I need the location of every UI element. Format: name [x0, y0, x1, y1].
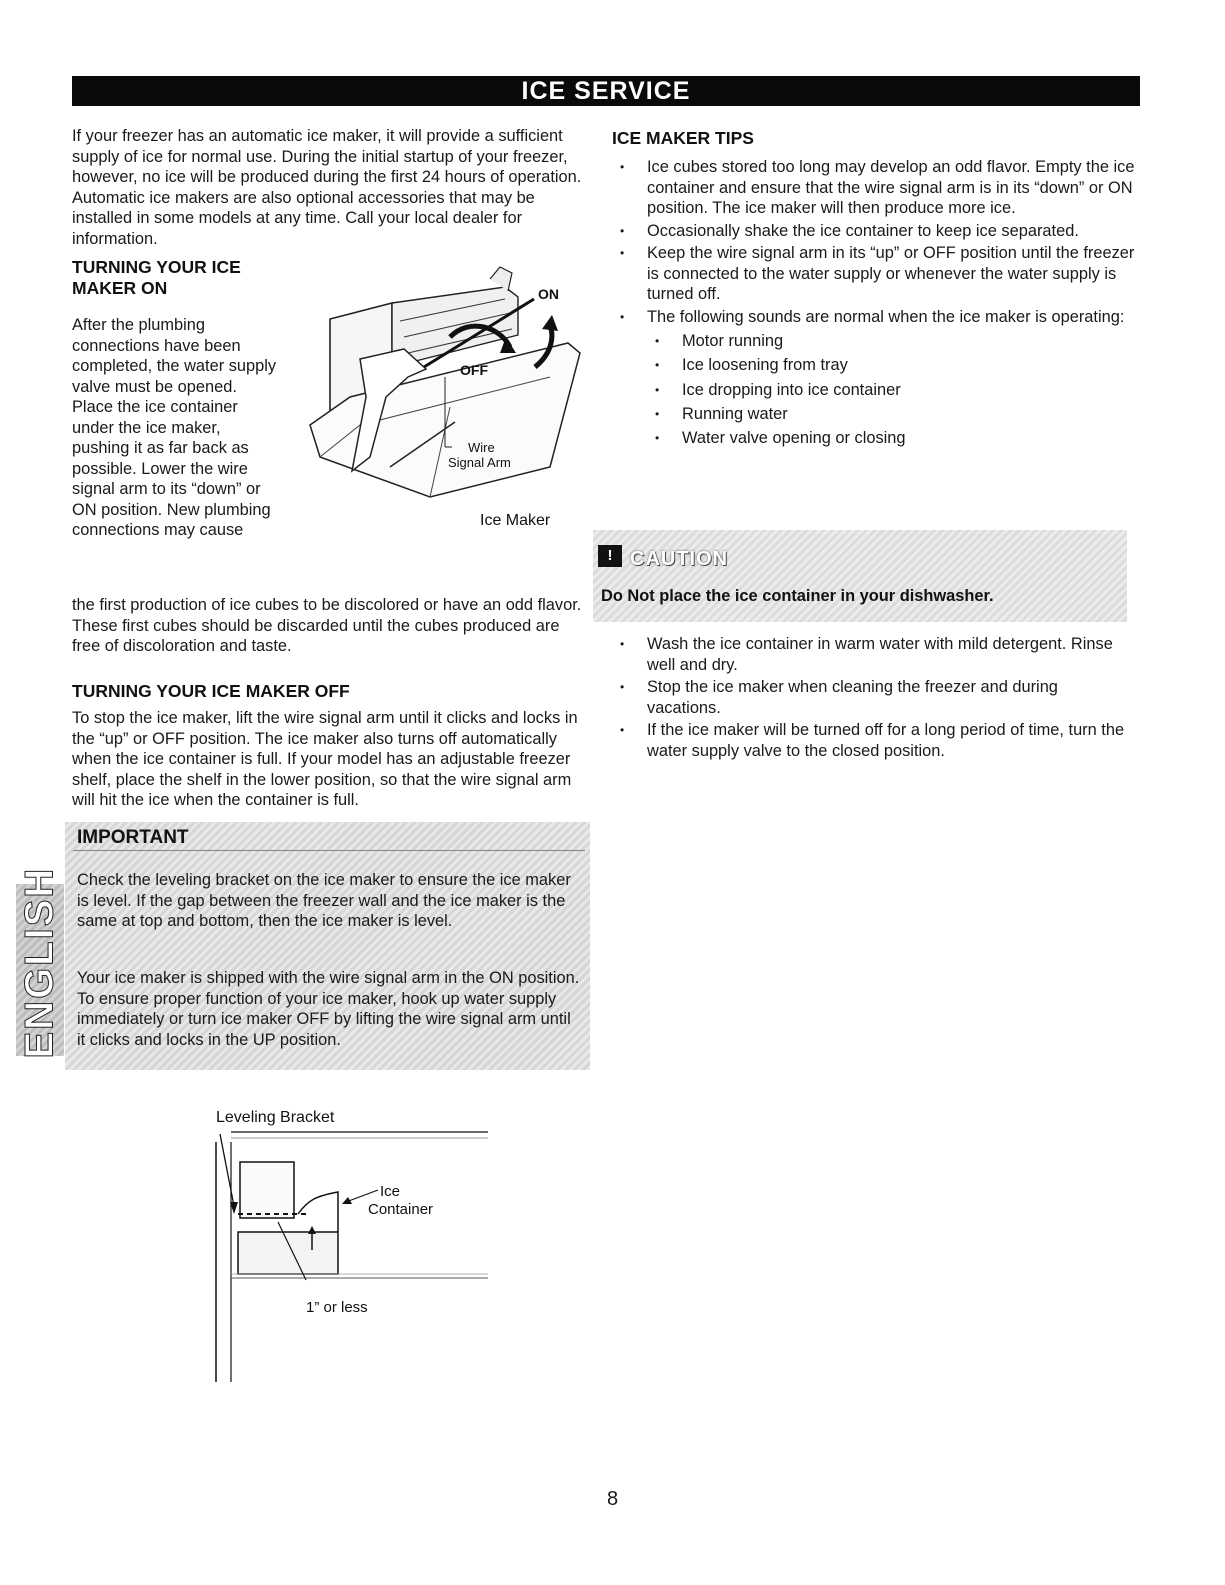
turning-on-text-continued: the first production of ice cubes to be discolored or have an odd flavor. These first cubes should be discarded until the cubes produced are free of discoloration and taste. — [72, 596, 582, 655]
leveling-bracket-diagram — [198, 1102, 488, 1382]
list-item: • Running water — [655, 404, 788, 423]
language-side-tab — [16, 866, 64, 1059]
turning-off-text: To stop the ice maker, lift the wire signal arm until it clicks and locks in the “up” or OFF position. The ice maker also turns off automatically when the ice container is full. If your model has an adjustable freezer shelf, place the shelf in the lower position, so that the wire signal arm will hit the ice when the container is full. — [72, 709, 578, 809]
list-item: • The following sounds are normal when the ice maker is operating: • Motor running • Ice loosening from tray • Ice dropping into ice container • Running water • Water valve opening or closing — [612, 307, 1142, 451]
turning-off-heading: TURNING YOUR ICE MAKER OFF — [72, 681, 350, 701]
label-wire: Wire — [468, 440, 495, 455]
list-item: • Ice dropping into ice container — [655, 380, 901, 399]
turning-on-heading: TURNING YOUR ICE MAKER ON — [72, 257, 241, 298]
care-list — [612, 634, 1132, 761]
label-signal-arm: Signal Arm — [448, 455, 511, 470]
caution-text: Do Not place the ice container in your dishwasher. — [601, 587, 994, 605]
list-item: • Ice cubes stored too long may develop an odd flavor. Empty the ice container and ensure that the wire signal arm is in its “down” or ON position. The ice maker will then produce more ice. — [620, 158, 1135, 217]
caution-box — [593, 530, 1127, 622]
label-on: ON — [538, 286, 559, 302]
label-ice-maker: Ice Maker — [480, 512, 551, 529]
label-off: OFF — [460, 362, 488, 378]
section-header-bar — [72, 76, 1140, 106]
list-item: • Wash the ice container in warm water with mild detergent. Rinse well and dry. — [620, 635, 1113, 674]
list-item: • Water valve opening or closing — [655, 429, 906, 448]
list-item: • Ice loosening from tray — [655, 356, 848, 375]
left-column — [72, 126, 592, 811]
right-column — [612, 128, 1142, 452]
important-paragraph-1: Check the leveling bracket on the ice maker to ensure the ice maker is level. If the gap between the freezer wall and the ice maker is the same at top and bottom, then the ice maker is level. — [77, 871, 571, 930]
caution-title: CAUTION — [630, 548, 729, 570]
intro-paragraph: If your freezer has an automatic ice maker, it will provide a sufficient supply of ice for normal use. During the initial startup of your freezer, however, no ice will be produced during the first 24 hours of operation. Automatic ice makers are also optional accessories that may be installed in some models at any time. Call your local dealer for information. — [72, 127, 582, 248]
care-list-section — [612, 634, 1132, 763]
turning-on-text: After the plumbing connections have been completed, the water supply valve must be opened. Place the ice container under the ice maker, pushing it as far back as possible. Lower the wire signal arm to its “down” or ON position. New plumbing connections may cause — [72, 316, 277, 539]
list-item: • Occasionally shake the ice container to keep ice separated. — [620, 221, 1079, 240]
tips-list — [612, 157, 1142, 450]
list-item: • Motor running — [655, 332, 784, 350]
sounds-list — [647, 329, 1142, 450]
label-container: Container — [368, 1201, 434, 1218]
turning-on-section — [72, 257, 592, 655]
label-leveling-bracket: Leveling Bracket — [216, 1109, 335, 1126]
important-box — [65, 822, 590, 1070]
language-label: ENGLISH — [17, 866, 62, 1059]
warning-icon: ! — [598, 545, 622, 567]
section-title: ICE SERVICE — [521, 77, 691, 105]
label-ice: Ice — [380, 1183, 401, 1200]
important-title: IMPORTANT — [77, 827, 189, 848]
ice-maker-illustration — [300, 257, 582, 557]
list-item: • Stop the ice maker when cleaning the freezer and during vacations. — [620, 678, 1058, 717]
list-item: • If the ice maker will be turned off for a long period of time, turn the water supply valve to the closed position. — [620, 721, 1125, 760]
list-item: • Keep the wire signal arm in its “up” or OFF position until the freezer is connected to the water supply or whenever the water supply is turned off. — [620, 244, 1135, 303]
important-paragraph-2: Your ice maker is shipped with the wire signal arm in the ON position. To ensure proper function of your ice maker, hook up water supply immediately or turn ice maker OFF by lifting the wire signal arm until it clicks and locks in the UP position. — [77, 969, 580, 1049]
divider — [73, 850, 585, 851]
label-gap: 1” or less — [306, 1299, 368, 1316]
tips-heading: ICE MAKER TIPS — [612, 128, 754, 148]
page-number: 8 — [606, 1488, 619, 1510]
